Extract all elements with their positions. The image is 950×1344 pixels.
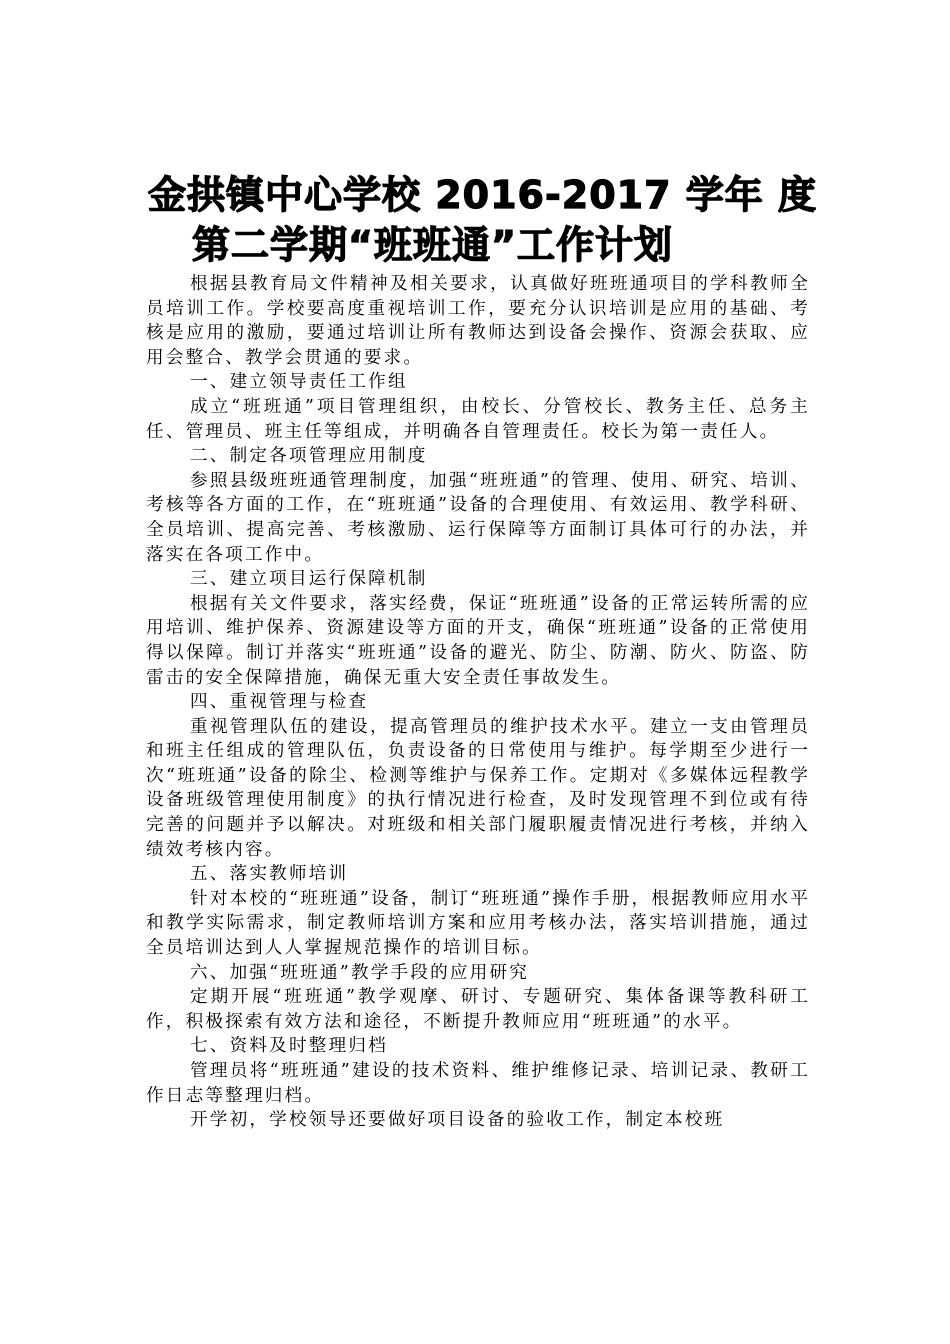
section-heading-3: 三、建立项目运行保障机制: [190, 569, 428, 590]
section-heading-2: 二、制定各项管理应用制度: [190, 446, 428, 467]
paragraph: 开学初，学校领导还要做好项目设备的验收工作，制定本校班: [190, 1110, 725, 1131]
paragraph: 成立“班班通”项目管理组织，由校长、分管校长、教务主任、总务主任、管理员、班主任等组成，并明确各自管理责任。校长为第一责任人。: [146, 396, 810, 442]
paragraph: 重视管理队伍的建设，提高管理员的维护技术水平。建立一支由管理员和班主任组成的管理队伍，负责设备的日常使用与维护。每学期至少进行一次“班班通”设备的除尘、检测等维护与保养工作。定期对《多媒体远程教学设备班级管理使用制度》的执行情况进行检查，及时发现管理不到位或有待完善的问题并予以解决。对班级和相关部门履职履责情况进行考核，并纳入绩效考核内容。: [146, 716, 810, 860]
document-body: [146, 272, 810, 1133]
document-title: [148, 170, 828, 270]
section-heading-1: 一、建立领导责任工作组: [190, 372, 408, 393]
section-heading-7: 七、资料及时整理归档: [190, 1036, 388, 1057]
paragraph-intro: 根据县教育局文件精神及相关要求，认真做好班班通项目的学科教师全员培训工作。学校要高度重视培训工作，要充分认识培训是应用的基础、考核是应用的激励，要通过培训让所有教师达到设备会操作、资源会获取、应用会整合、教学会贯通的要求。: [146, 274, 810, 368]
section-heading-4: 四、重视管理与检查: [190, 692, 369, 713]
paragraph: 针对本校的“班班通”设备，制订“班班通”操作手册，根据教师应用水平和教学实际需求，制定教师培训方案和应用考核办法，落实培训措施，通过全员培训达到人人掌握规范操作的培训目标。: [146, 888, 810, 959]
paragraph: 参照县级班班通管理制度，加强“班班通”的管理、使用、研究、培训、考核等各方面的工作，在“班班通”设备的合理使用、有效运用、教学科研、全员培训、提高完善、考核激励、运行保障等方面制订具体可行的办法，并落实在各项工作中。: [146, 470, 810, 565]
paragraph: 定期开展“班班通”教学观摩、研讨、专题研究、集体备课等教科研工作，积极探索有效方法和途径，不断提升教师应用“班班通”的水平。: [146, 987, 810, 1032]
paragraph: 管理员将“班班通”建设的技术资料、维护维修记录、培训记录、教研工作日志等整理归档。: [146, 1061, 810, 1106]
title-line-1: 金拱镇中心学校 2016-2017 学年 度: [148, 173, 817, 217]
paragraph: 根据有关文件要求，落实经费，保证“班班通”设备的正常运转所需的应用培训、维护保养、资源建设等方面的开支，确保“班班通”设备的正常使用得以保障。制订并落实“班班通”设备的避光、防尘、防潮、防火、防盗、防雷击的安全保障措施，确保无重大安全责任事故发生。: [146, 593, 810, 688]
section-heading-6: 六、加强“班班通”教学手段的应用研究: [190, 962, 530, 983]
title-line-2: 第二学期“班班通”工作计划: [192, 223, 673, 267]
section-heading-5: 五、落实教师培训: [190, 864, 349, 885]
